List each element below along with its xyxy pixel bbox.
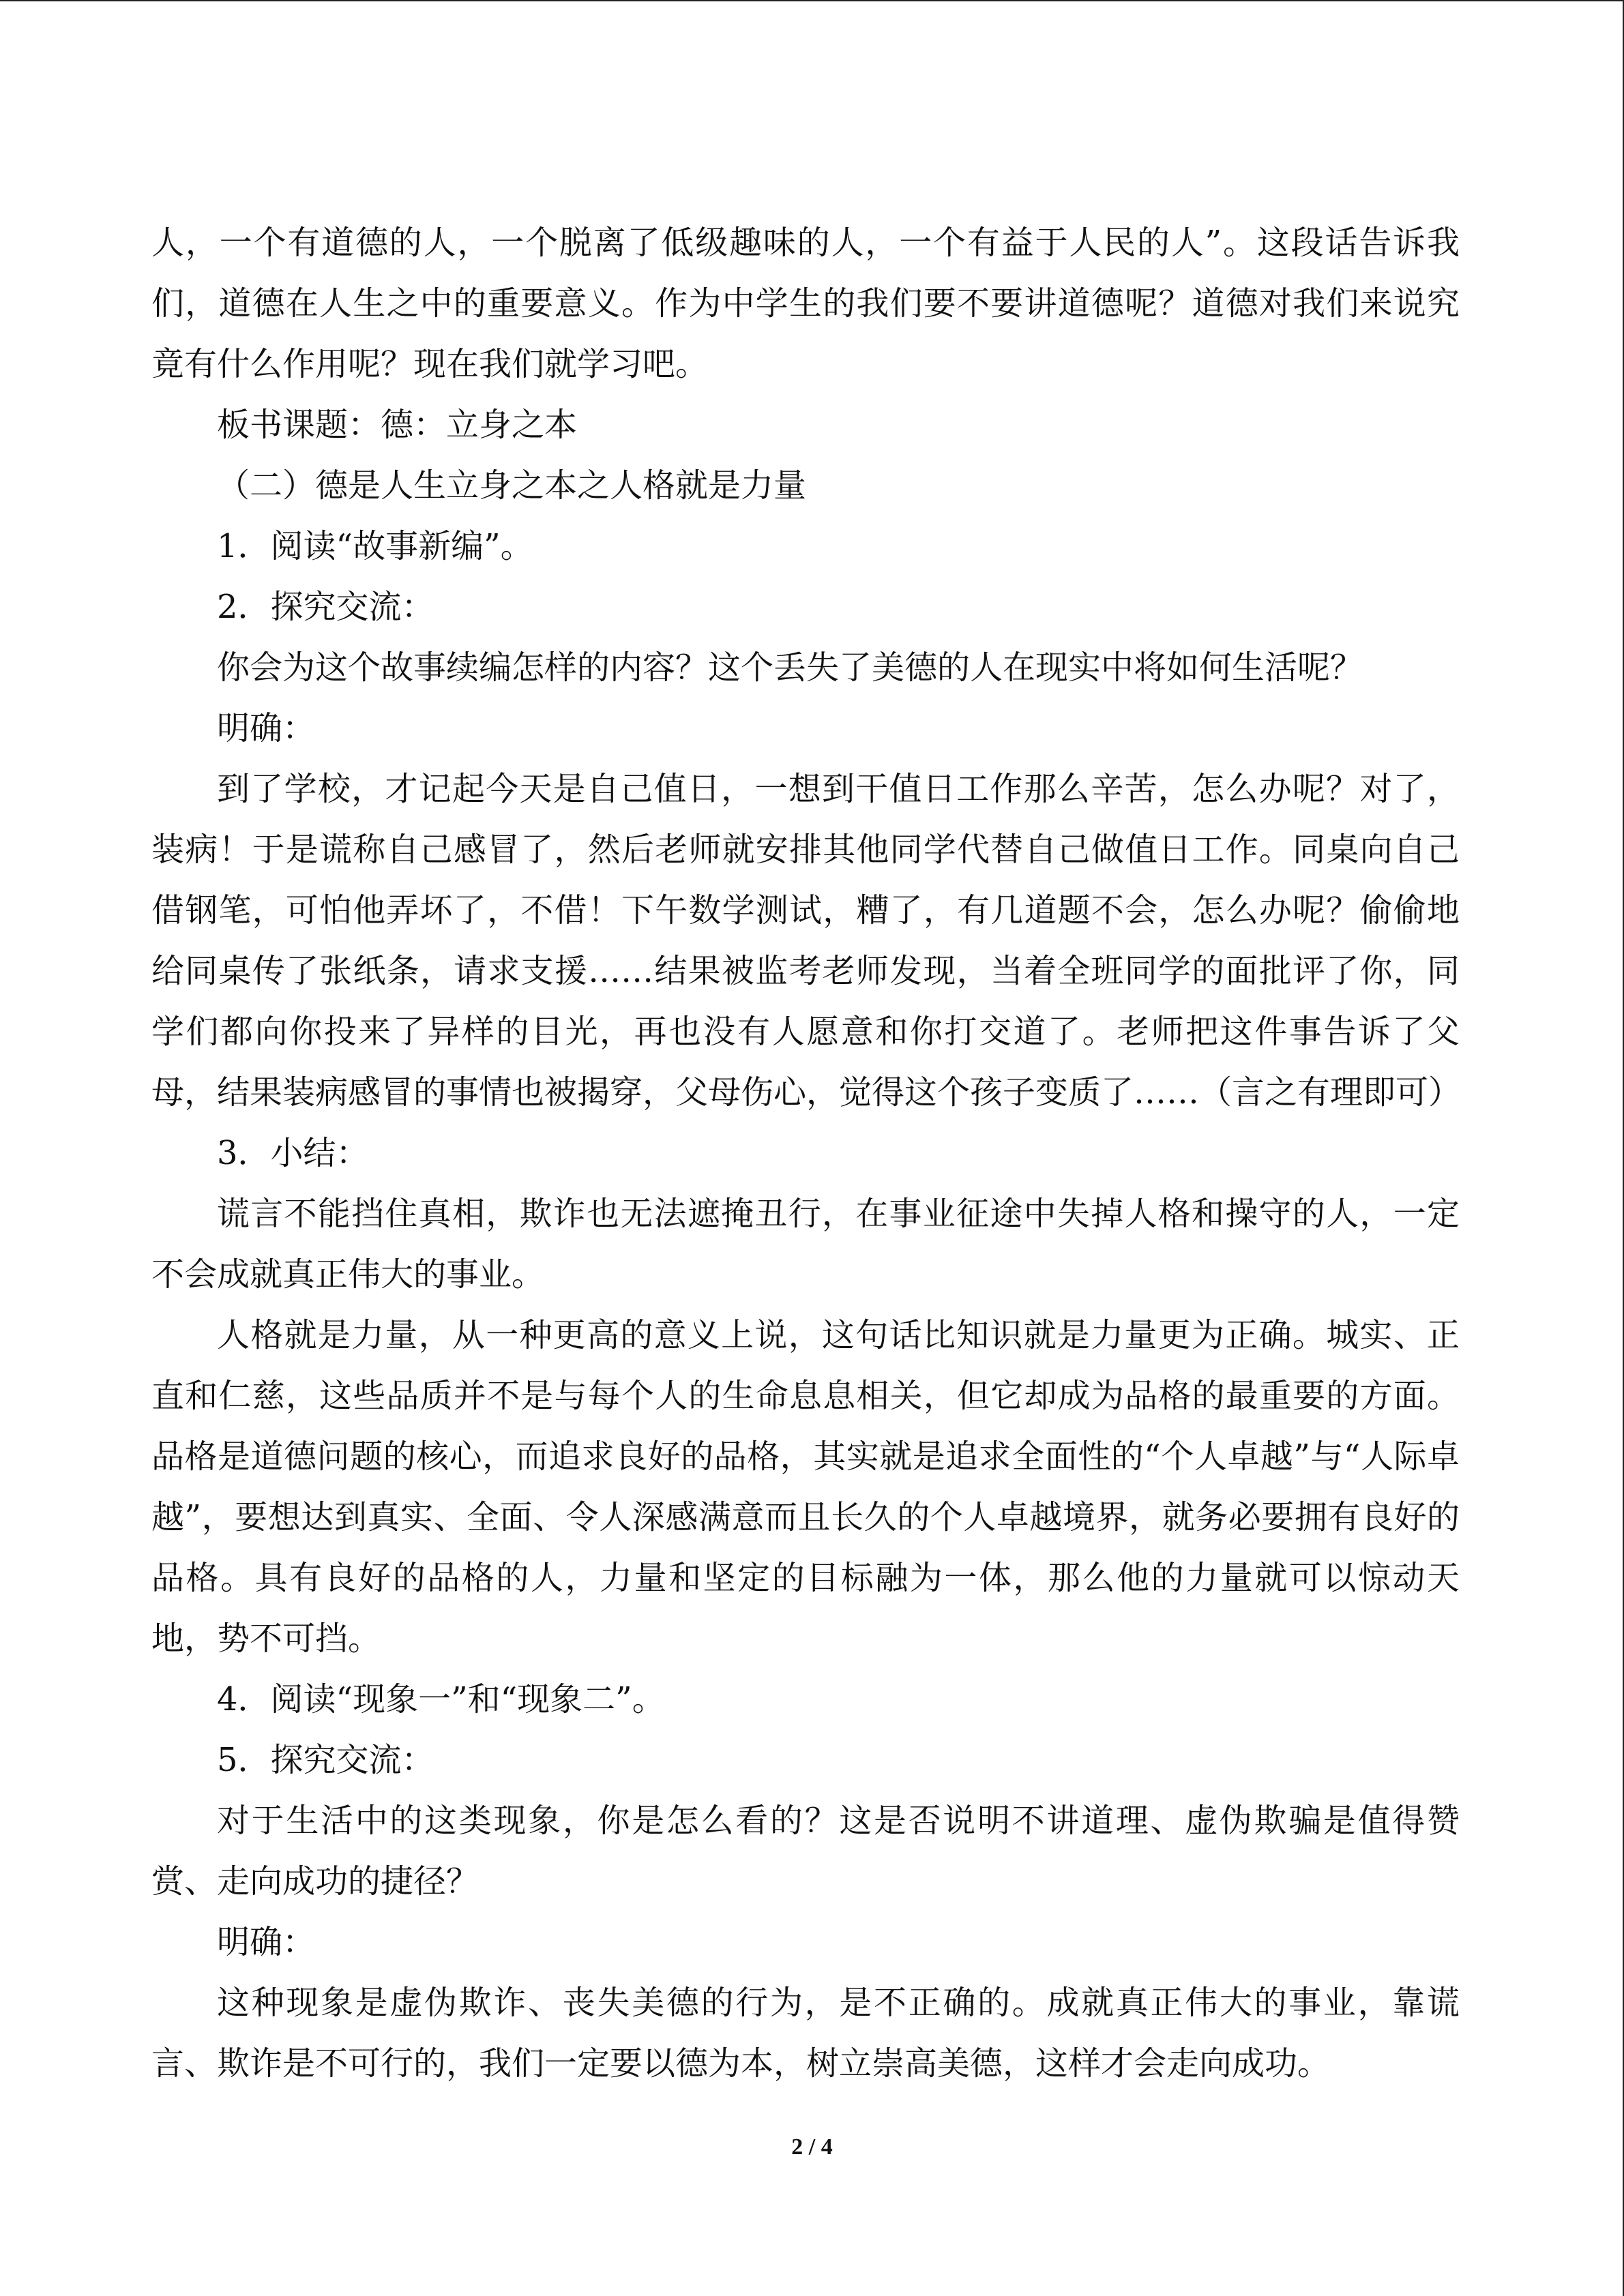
step-4: 4．阅读“现象一”和“现象二”。 bbox=[217, 1680, 665, 1718]
answer-2: 这种现象是虚伪欺诈、丧失美德的行为，是不正确的。成就真正伟大的事业，靠谎言、欺诈是不可行的，我们一定要以德为本，树立崇高美德，这样才会走向成功。 bbox=[151, 1984, 1460, 2083]
summary-2: 人格就是力量，从一种更高的意义上说，这句话比知识就是力量更为正确。城实、正直和仁慈，这些品质并不是与每个人的生命息息相关，但它却成为品格的最重要的方面。品格是道德问题的核心，而追求良好的品格，其实就是追求全面性的“个人卓越”与“人际卓越”，要想达到真实、全面、令人深感满意而且长久的个人卓越境界，就务必要拥有良好的品格。具有良好的品格的人，力量和坚定的目标融为一体，那么他的力量就可以惊动天地，势不可挡。 bbox=[151, 1316, 1460, 1658]
paragraph-continued: 人，一个有道德的人，一个脱离了低级趣味的人，一个有益于人民的人”。这段话告诉我们，道德在人生之中的重要意义。作为中学生的我们要不要讲道德呢？道德对我们来说究竟有什么作用呢？现在我们就学习吧。 bbox=[151, 224, 1460, 383]
summary-1: 谎言不能挡住真相，欺诈也无法遮掩丑行，在事业征途中失掉人格和操守的人，一定不会成就真正伟大的事业。 bbox=[151, 1195, 1460, 1294]
clarify-label-1: 明确： bbox=[217, 709, 316, 747]
clarify-label-2: 明确： bbox=[217, 1923, 316, 1961]
step-1: 1．阅读“故事新编”。 bbox=[217, 527, 533, 565]
step-2: 2．探究交流： bbox=[217, 588, 434, 626]
document-body bbox=[151, 213, 1460, 2094]
step-5: 5．探究交流： bbox=[217, 1741, 434, 1779]
step-3: 3．小结： bbox=[217, 1134, 369, 1172]
question-1: 你会为这个故事续编怎样的内容？这个丢失了美德的人在现实中将如何生活呢？ bbox=[217, 648, 1363, 687]
page-number: 2 / 4 bbox=[791, 2134, 833, 2160]
paragraph-board-title: 板书课题：德：立身之本 bbox=[217, 406, 578, 444]
answer-1: 到了学校，才记起今天是自己值日，一想到干值日工作那么辛苦，怎么办呢？对了，装病！于是谎称自己感冒了，然后老师就安排其他同学代替自己做值日工作。同桌向自己借钢笔，可怕他弄坏了，不借！下午数学测试，糟了，有几道题不会，怎么办呢？偷偷地给同桌传了张纸条，请求支援……结果被监考老师发现，当着全班同学的面批评了你，同学们都向你投来了异样的目光，再也没有人愿意和你打交道了。老师把这件事告诉了父母，结果装病感冒的事情也被揭穿，父母伤心，觉得这个孩子变质了……（言之有理即可） bbox=[151, 770, 1462, 1112]
section-heading: （二）德是人生立身之本之人格就是力量 bbox=[217, 466, 807, 505]
question-2: 对于生活中的这类现象，你是怎么看的？这是否说明不讲道理、虚伪欺骗是值得赞赏、走向成功的捷径？ bbox=[151, 1802, 1460, 1900]
